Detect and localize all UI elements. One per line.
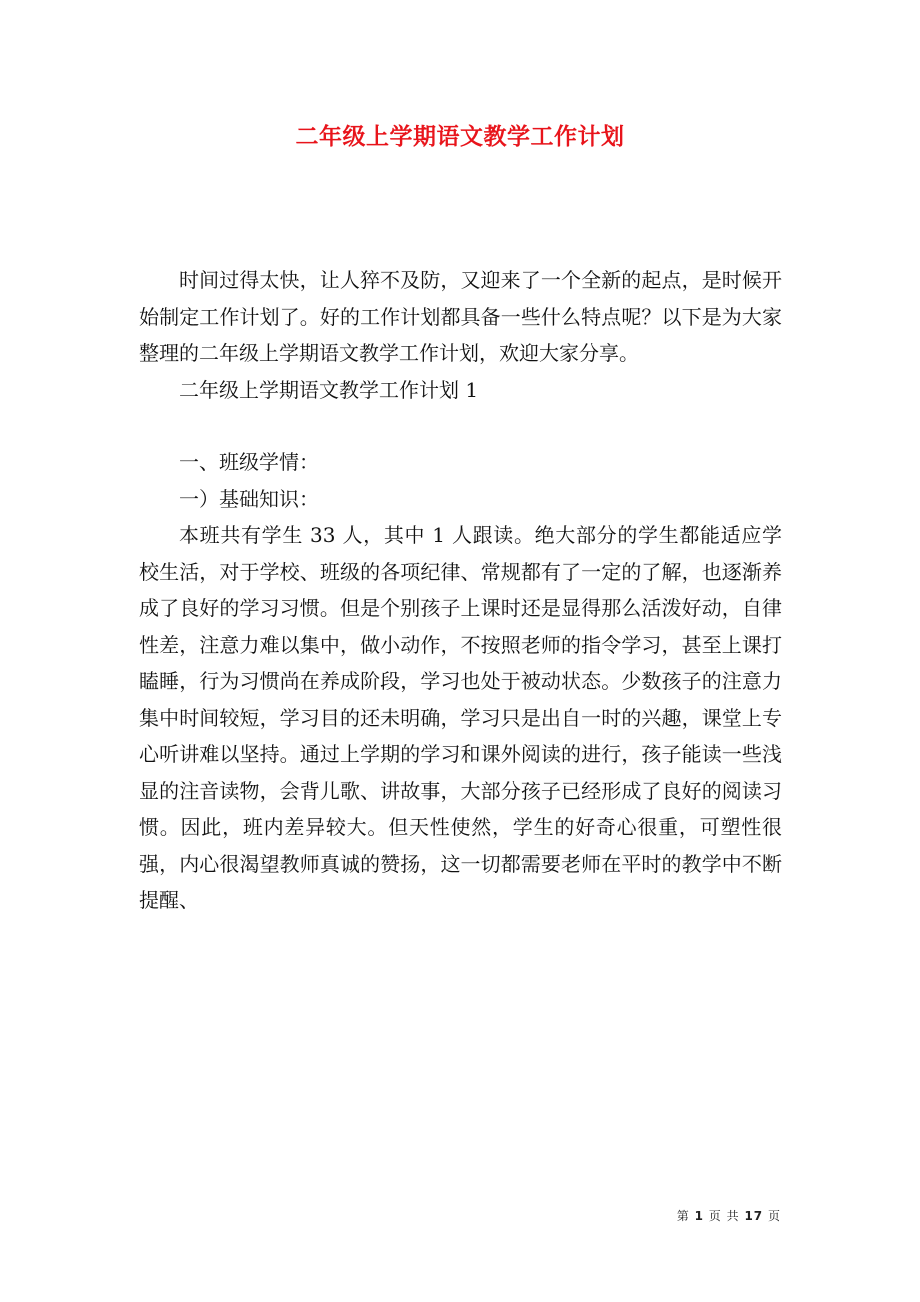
intro-paragraph: 时间过得太快，让人猝不及防，又迎来了一个全新的起点，是时候开始制定工作计划了。好的工作计划都具备一些什么特点呢？以下是为大家整理的二年级上学期语文教学工作计划，欢迎大家分享。 (139, 268, 782, 365)
heading-class-situation: 一、班级学情： (179, 450, 319, 474)
current-page-number: 1 (694, 1209, 704, 1223)
section-title: 二年级上学期语文教学工作计划 1 (179, 377, 479, 402)
heading-basic-knowledge: 一）基础知识： (179, 486, 319, 511)
document-body (139, 262, 782, 919)
footer-suffix: 页 (767, 1209, 781, 1223)
footer-prefix: 第 (676, 1209, 690, 1223)
page-footer (677, 1207, 781, 1224)
total-page-count: 17 (744, 1209, 764, 1223)
footer-middle: 页 共 (708, 1209, 740, 1223)
document-title: 二年级上学期语文教学工作计划 (295, 123, 625, 150)
body-paragraph: 本班共有学生 33 人，其中 1 人跟读。绝大部分的学生都能适应学校生活，对于学校、班级的各项纪律、常规都有了一定的了解，也逐渐养成了良好的学习习惯。但是个别孩子上课时还是显得那么活泼好动，自律性差，注意力难以集中，做小动作，不按照老师的指令学习，甚至上课打瞌睡，行为习惯尚在养成阶段，学习也处于被动状态。少数孩子的注意力集中时间较短，学习目的还未明确，学习只是出自一时的兴趣，课堂上专心听讲难以坚持。通过上学期的学习和课外阅读的进行，孩子能读一些浅显的注音读物，会背儿歌、讲故事，大部分孩子已经形成了良好的阅读习惯。因此，班内差异较大。但天性使然，学生的好奇心很重，可塑性很强，内心很渴望教师真诚的赞扬，这一切都需要老师在平时的教学中不断提醒、 (139, 523, 782, 912)
